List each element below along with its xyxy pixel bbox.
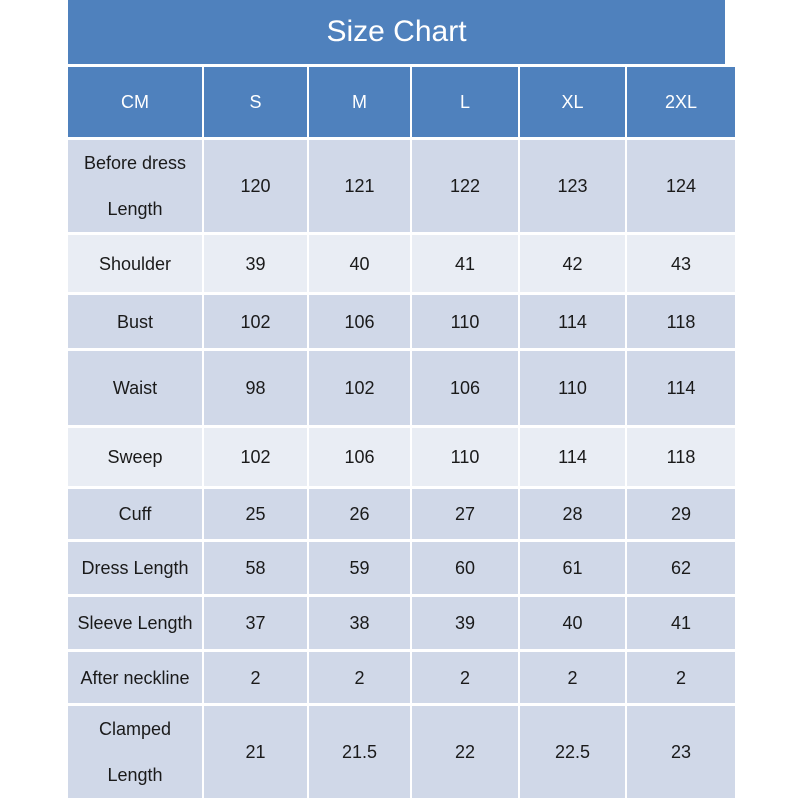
row-label-text: Dress Length — [81, 558, 189, 578]
table-cell: 61 — [520, 542, 625, 594]
row-label-text: Sweep — [107, 447, 163, 467]
row-label — [68, 489, 202, 539]
header-cell-unit: CM — [68, 67, 202, 137]
row-label — [68, 351, 202, 425]
row-label-text: Bust — [116, 311, 154, 332]
table-cell: 40 — [309, 235, 410, 292]
row-label — [68, 597, 202, 649]
table-cell: 25 — [204, 489, 307, 539]
table-cell: 41 — [627, 597, 735, 649]
table-cell: 98 — [204, 351, 307, 425]
row-label-text: Cuff — [118, 504, 152, 524]
table-cell: 59 — [309, 542, 410, 594]
table-cell: 39 — [204, 235, 307, 292]
table-cell: 28 — [520, 489, 625, 539]
table-body — [68, 140, 725, 797]
table-cell: 22 — [412, 706, 518, 798]
header-cell-m: M — [309, 67, 410, 137]
table-cell: 2 — [412, 652, 518, 703]
header-cell-l: L — [412, 67, 518, 137]
header-cell-2xl: 2XL — [627, 67, 735, 137]
table-row — [68, 140, 725, 232]
table-cell: 106 — [309, 295, 410, 348]
row-label-text: After neckline — [80, 667, 190, 688]
row-label — [68, 706, 202, 798]
table-cell: 37 — [204, 597, 307, 649]
table-header-row — [68, 67, 725, 137]
table-cell: 21 — [204, 706, 307, 798]
row-label — [68, 140, 202, 232]
table-cell: 27 — [412, 489, 518, 539]
table-cell: 120 — [204, 140, 307, 232]
table-cell: 38 — [309, 597, 410, 649]
table-cell: 118 — [627, 428, 735, 486]
table-cell: 39 — [412, 597, 518, 649]
table-cell: 102 — [309, 351, 410, 425]
table-row — [68, 489, 725, 539]
row-label-text: Clamped Length — [98, 719, 172, 785]
table-cell: 23 — [627, 706, 735, 798]
size-chart-table — [68, 0, 725, 798]
table-cell: 26 — [309, 489, 410, 539]
table-cell: 102 — [204, 295, 307, 348]
table-cell: 40 — [520, 597, 625, 649]
table-cell: 42 — [520, 235, 625, 292]
table-cell: 43 — [627, 235, 735, 292]
size-chart-title: Size Chart — [68, 0, 725, 64]
row-label-text: Waist — [112, 378, 158, 398]
row-label — [68, 295, 202, 348]
table-row — [68, 295, 725, 348]
table-cell: 124 — [627, 140, 735, 232]
row-label — [68, 542, 202, 594]
table-cell: 114 — [520, 295, 625, 348]
table-cell: 121 — [309, 140, 410, 232]
table-row — [68, 351, 725, 425]
table-cell: 114 — [520, 428, 625, 486]
table-cell: 110 — [412, 295, 518, 348]
row-label — [68, 428, 202, 486]
table-row — [68, 706, 725, 797]
table-cell: 106 — [309, 428, 410, 486]
table-row — [68, 428, 725, 486]
table-cell: 2 — [309, 652, 410, 703]
table-cell: 2 — [627, 652, 735, 703]
row-label — [68, 652, 202, 703]
table-cell: 58 — [204, 542, 307, 594]
table-cell: 22.5 — [520, 706, 625, 798]
row-label — [68, 235, 202, 292]
table-cell: 102 — [204, 428, 307, 486]
table-row — [68, 235, 725, 292]
table-cell: 122 — [412, 140, 518, 232]
table-cell: 110 — [520, 351, 625, 425]
table-cell: 2 — [204, 652, 307, 703]
table-cell: 62 — [627, 542, 735, 594]
table-cell: 106 — [412, 351, 518, 425]
row-label-text: Sleeve Length — [77, 613, 193, 633]
header-cell-s: S — [204, 67, 307, 137]
table-cell: 2 — [520, 652, 625, 703]
table-row — [68, 597, 725, 649]
table-cell: 114 — [627, 351, 735, 425]
table-cell: 110 — [412, 428, 518, 486]
table-cell: 60 — [412, 542, 518, 594]
header-cell-xl: XL — [520, 67, 625, 137]
row-label-text: Shoulder — [98, 253, 172, 274]
table-cell: 118 — [627, 295, 735, 348]
table-cell: 29 — [627, 489, 735, 539]
table-row — [68, 542, 725, 594]
table-row — [68, 652, 725, 703]
table-cell: 123 — [520, 140, 625, 232]
row-label-text: Before dress Length — [83, 153, 187, 219]
table-cell: 41 — [412, 235, 518, 292]
table-cell: 21.5 — [309, 706, 410, 798]
